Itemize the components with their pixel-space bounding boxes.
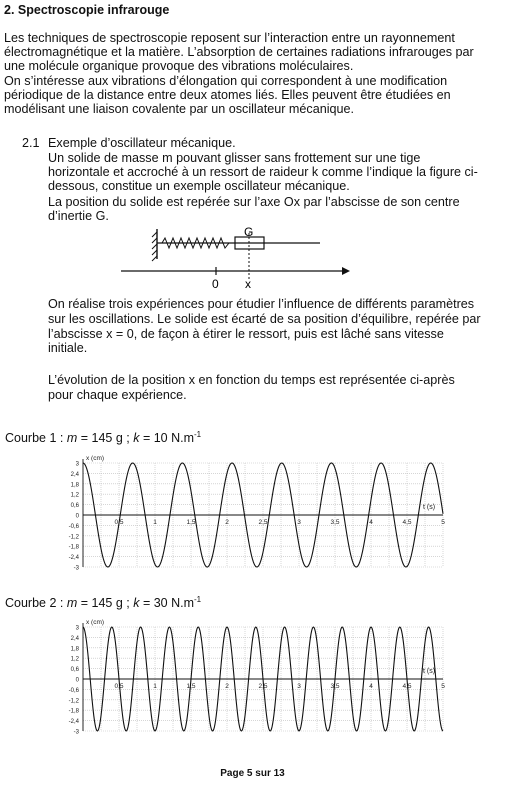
y-tick-label: 2,4 <box>70 471 79 478</box>
x-axis-arrow-icon <box>342 267 350 275</box>
x-tick-label: 3 <box>297 519 301 526</box>
experiment-line: On réalise trois expériences pour étudier l’influence de différents paramètres <box>48 297 475 311</box>
sub-line: Un solide de masse m pouvant glisser sans frottement sur une tige <box>48 151 421 165</box>
x-tick-label: 4,5 <box>402 519 412 526</box>
y-tick-label: -1,8 <box>68 544 79 551</box>
x-axis-label: t (s) <box>423 668 436 675</box>
x-tick-label: 1 <box>153 519 157 526</box>
intro-line: On s’intéresse aux vibrations d’élongation qui correspondent à une modification <box>4 74 448 88</box>
y-tick-label: -0,6 <box>68 687 79 694</box>
experiment-line: initiale. <box>48 341 88 355</box>
sub-line: dessous, constitue un exemple oscillateur mécanique. <box>48 179 350 193</box>
intro-line: une molécule organique provoque des vibrations moléculaires. <box>4 59 354 73</box>
y-axis-label: x (cm) <box>86 619 105 626</box>
y-tick-label: 2,4 <box>70 635 79 642</box>
y-tick-label: -0,6 <box>68 523 79 530</box>
curve1-caption: Courbe 1 : m = 145 g ; k = 10 $N.m^{-1}$ <box>5 430 202 446</box>
y-tick-label: 1,2 <box>70 656 79 663</box>
x-tick-label: 4,5 <box>402 683 412 690</box>
y-tick-label: 0 <box>75 677 79 684</box>
x-tick-label: 3,5 <box>330 519 340 526</box>
x-tick-label: 3,5 <box>330 683 340 690</box>
x-tick-label: 0,5 <box>114 519 124 526</box>
x-tick-label: 0,5 <box>114 683 124 690</box>
y-tick-label: -3 <box>73 565 79 571</box>
sub-line: horizontale et accroché à un ressort de raideur k comme l’indique la figure ci- <box>48 165 478 179</box>
subsection-number: 2.1 <box>22 136 40 150</box>
subsection-title: Exemple d’oscillateur mécanique. <box>48 136 236 150</box>
evolution-line: pour chaque expérience. <box>48 388 187 402</box>
y-tick-label: -1,8 <box>68 708 79 715</box>
x-tick-label: 2 <box>225 683 229 690</box>
x-tick-label: 1 <box>153 683 157 690</box>
intro-line: Les techniques de spectroscopie reposent sur l’interaction entre un rayonnement <box>4 31 455 45</box>
sub-line: d’inertie G. <box>48 209 109 223</box>
y-axis-label: x (cm) <box>86 455 105 462</box>
x-tick-label: 4 <box>369 683 373 690</box>
y-tick-label: 3 <box>75 461 79 468</box>
y-tick-label: 1,8 <box>70 482 79 489</box>
mass-label: G <box>244 225 254 239</box>
x-tick-label: 2,5 <box>258 519 268 526</box>
y-tick-label: 0,6 <box>70 503 79 510</box>
x-tick-label: 5 <box>441 683 445 690</box>
experiment-line: sur les oscillations. Le solide est écarté de sa position d’équilibre, repérée par <box>48 312 481 326</box>
curve2-caption: Courbe 2 : m = 145 g ; k = 30 $N.m^{-1}$ <box>5 595 202 611</box>
sub-line: La position du solide est repérée sur l’axe Ox par l’abscisse de son centre <box>48 195 460 209</box>
intro-line: électromagnétique et la matière. L’absorption de certaines radiations infrarouges par <box>4 45 474 59</box>
evolution-line: L’évolution de la position x en fonction du temps est représentée ci-après <box>48 373 455 387</box>
y-tick-label: -1,2 <box>68 698 79 705</box>
x-tick-label: 4 <box>369 519 373 526</box>
y-tick-label: 1,2 <box>70 492 79 499</box>
experiment-line: l’abscisse x = 0, de façon à étirer le ressort, puis est lâché sans vitesse <box>48 327 444 341</box>
y-tick-label: -2,4 <box>68 555 79 562</box>
y-tick-label: -1,2 <box>68 534 79 541</box>
wall-hatching <box>152 232 157 261</box>
y-tick-label: 3 <box>75 625 79 632</box>
y-tick-label: -2,4 <box>68 719 79 726</box>
section-title: 2. Spectroscopie infrarouge <box>4 3 170 17</box>
x-tick-label: 5 <box>441 519 445 526</box>
chart-curve-2 <box>55 617 445 735</box>
oscillator-figure <box>0 0 505 300</box>
x-tick-label: 2,5 <box>258 683 268 690</box>
x-tick-label: 2 <box>225 519 229 526</box>
y-tick-label: 0 <box>75 513 79 520</box>
y-tick-label: 1,8 <box>70 646 79 653</box>
x-tick-label: 1,5 <box>186 519 196 526</box>
y-tick-label: -3 <box>73 729 79 735</box>
chart-curve-1 <box>55 453 445 571</box>
page-footer: Page 5 sur 13 <box>220 768 285 779</box>
intro-line: modélisant une liaison covalente par un oscillateur mécanique. <box>4 102 355 116</box>
intro-line: périodique de la distance entre deux atomes liés. Elles peuvent être étudiées en <box>4 88 451 102</box>
x-tick-label: 3 <box>297 683 301 690</box>
x-axis-label: t (s) <box>423 504 436 511</box>
origin-label: 0 <box>212 277 219 291</box>
x-tick-label: 1,5 <box>186 683 196 690</box>
y-tick-label: 0,6 <box>70 667 79 674</box>
position-label: x <box>245 277 251 291</box>
